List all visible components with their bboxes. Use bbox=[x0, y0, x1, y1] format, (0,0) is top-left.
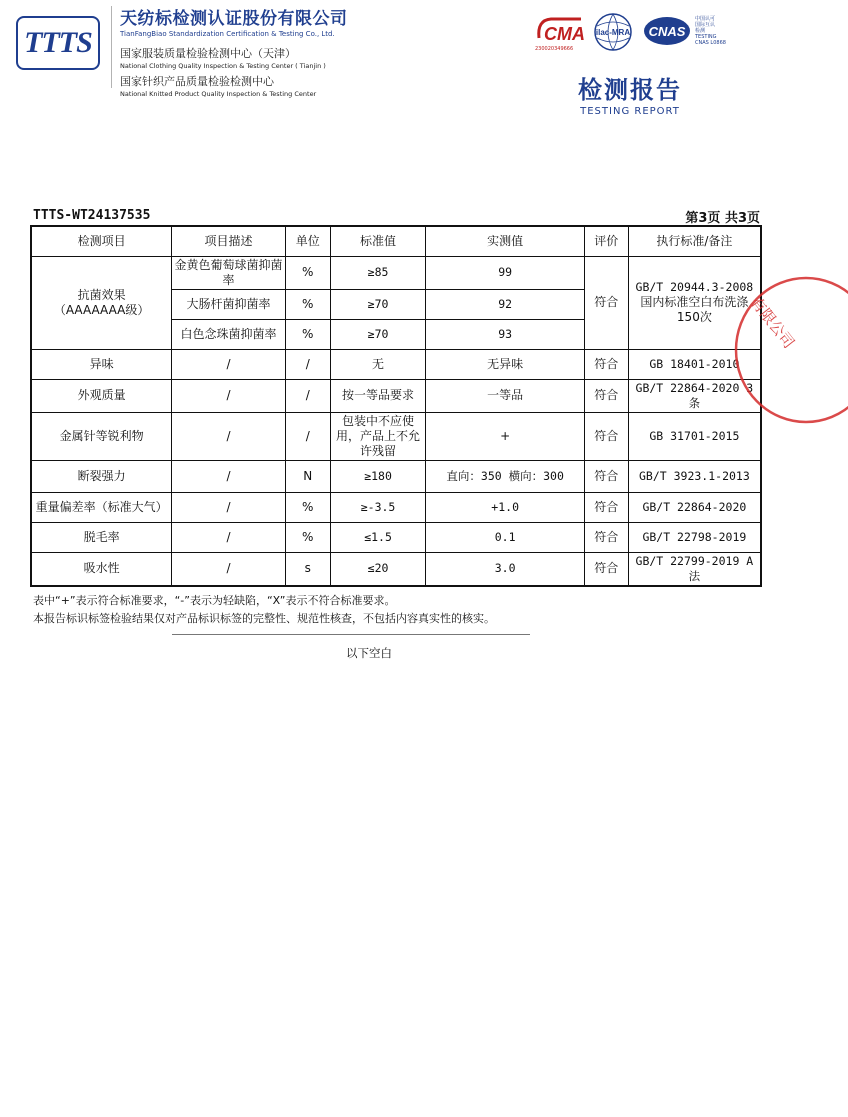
cell-std: ≤1.5 bbox=[330, 522, 426, 552]
cell-value: 无异味 bbox=[426, 349, 584, 379]
table-row bbox=[31, 349, 761, 379]
center-1-name-en: National Clothing Quality Inspection & Testing Center ( Tianjin ) bbox=[120, 62, 326, 70]
cell-eval: 符合 bbox=[584, 349, 628, 379]
cell-desc: 白色念珠菌抑菌率 bbox=[172, 319, 286, 349]
end-divider bbox=[172, 634, 530, 635]
header-unit: 单位 bbox=[285, 226, 330, 256]
report-title-en: TESTING REPORT bbox=[580, 106, 680, 117]
cell-value: 直向：350 横向：300 bbox=[426, 460, 584, 492]
cell-eval: 符合 bbox=[584, 379, 628, 412]
org-name-en: TianFangBiao Standardization Certification & Testing Co., Ltd. bbox=[120, 30, 335, 38]
seal-text: 有限公司 bbox=[746, 293, 798, 352]
cell-desc: / bbox=[172, 522, 286, 552]
header-test-item: 检测项目 bbox=[31, 226, 172, 256]
cell-item: 断裂强力 bbox=[31, 460, 172, 492]
cell-value: 0.1 bbox=[426, 522, 584, 552]
cell-std: ≥70 bbox=[330, 319, 426, 349]
note-legend: 表中“+”表示符合标准要求，“-”表示为轻缺陷，“X”表示不符合标准要求。 bbox=[33, 594, 396, 607]
organization-block bbox=[120, 4, 348, 98]
org-name-cn: 天纺标检测认证股份有限公司 bbox=[120, 9, 348, 29]
cell-eval: 符合 bbox=[584, 412, 628, 460]
cnas-logo-icon bbox=[643, 15, 691, 47]
cell-desc: 大肠杆菌抑菌率 bbox=[172, 289, 286, 319]
table-row-antibacterial-1 bbox=[31, 256, 761, 289]
company-logo bbox=[16, 16, 100, 70]
cell-unit: / bbox=[285, 412, 330, 460]
report-title-cn: 检测报告 bbox=[578, 76, 682, 104]
cell-item: 金属针等锐利物 bbox=[31, 412, 172, 460]
cell-standard: GB 18401-2010 bbox=[628, 349, 761, 379]
cell-desc: 金黄色葡萄球菌抑菌率 bbox=[172, 256, 286, 289]
cell-unit: % bbox=[285, 522, 330, 552]
cell-value: 92 bbox=[426, 289, 584, 319]
table-row bbox=[31, 460, 761, 492]
report-title bbox=[560, 70, 700, 117]
cell-standard: GB 31701-2015 bbox=[628, 412, 761, 460]
cnas-accreditation-text: 中国认可 国际互认 检测 TESTING CNAS L0868 bbox=[695, 16, 726, 46]
cma-logo-text: CMA bbox=[544, 24, 585, 44]
cell-std: ≥70 bbox=[330, 289, 426, 319]
cell-unit: % bbox=[285, 319, 330, 349]
cell-unit: / bbox=[285, 349, 330, 379]
ilac-mra-logo-icon bbox=[593, 12, 633, 52]
cell-eval: 符合 bbox=[584, 460, 628, 492]
cell-value: 93 bbox=[426, 319, 584, 349]
cell-std: 按一等品要求 bbox=[330, 379, 426, 412]
cell-value: 一等品 bbox=[426, 379, 584, 412]
cell-std: 无 bbox=[330, 349, 426, 379]
center-2 bbox=[120, 73, 348, 98]
cell-value: +1.0 bbox=[426, 492, 584, 522]
header-standard-value: 标准值 bbox=[330, 226, 426, 256]
cell-standard: GB/T 22864-2020 3条 bbox=[628, 379, 761, 412]
cell-eval: 符合 bbox=[584, 492, 628, 522]
cell-item: 异味 bbox=[31, 349, 172, 379]
center-1 bbox=[120, 45, 348, 70]
cell-desc: / bbox=[172, 492, 286, 522]
table-row bbox=[31, 552, 761, 586]
center-2-name-en: National Knitted Product Quality Inspection & Testing Center bbox=[120, 90, 317, 98]
cell-desc: / bbox=[172, 379, 286, 412]
center-2-name-cn: 国家针织产品质量检验检测中心 bbox=[120, 75, 274, 88]
cell-desc: / bbox=[172, 552, 286, 586]
logo-text: TTTS bbox=[24, 26, 92, 59]
cell-unit: % bbox=[285, 256, 330, 289]
header-measured-value: 实测值 bbox=[426, 226, 584, 256]
cell-unit: % bbox=[285, 289, 330, 319]
cell-desc: / bbox=[172, 349, 286, 379]
cell-item: 重量偏差率（标准大气） bbox=[31, 492, 172, 522]
cell-unit: N bbox=[285, 460, 330, 492]
cell-item: 脱毛率 bbox=[31, 522, 172, 552]
header-evaluation: 评价 bbox=[584, 226, 628, 256]
cell-standard-antibacterial bbox=[628, 256, 761, 349]
header-divider bbox=[111, 6, 112, 88]
antibacterial-standard: GB/T 20944.3-2008 bbox=[635, 280, 754, 294]
cell-value: 99 bbox=[426, 256, 584, 289]
cell-item: 外观质量 bbox=[31, 379, 172, 412]
cell-eval: 符合 bbox=[584, 552, 628, 586]
cell-eval: 符合 bbox=[584, 522, 628, 552]
table-row bbox=[31, 379, 761, 412]
cnas-logo-text: CNAS bbox=[648, 24, 686, 39]
cell-unit: % bbox=[285, 492, 330, 522]
header-standard-note: 执行标准/备注 bbox=[628, 226, 761, 256]
cell-unit: / bbox=[285, 379, 330, 412]
cell-std: ≥-3.5 bbox=[330, 492, 426, 522]
cell-desc: / bbox=[172, 412, 286, 460]
cell-std: ≥85 bbox=[330, 256, 426, 289]
cell-std: 包装中不应使用，产品上不允许残留 bbox=[330, 412, 426, 460]
cell-item: 吸水性 bbox=[31, 552, 172, 586]
cell-item-antibacterial bbox=[31, 256, 172, 349]
cell-standard: GB/T 22864-2020 bbox=[628, 492, 761, 522]
cell-eval-antibacterial: 符合 bbox=[584, 256, 628, 349]
cell-standard: GB/T 3923.1-2013 bbox=[628, 460, 761, 492]
table-header-row bbox=[31, 226, 761, 256]
certification-logos bbox=[535, 12, 745, 52]
cell-standard: GB/T 22798-2019 bbox=[628, 522, 761, 552]
header-description: 项目描述 bbox=[172, 226, 286, 256]
cell-std: ≥180 bbox=[330, 460, 426, 492]
cell-std: ≤20 bbox=[330, 552, 426, 586]
antibacterial-grade: （AAAAAAA级） bbox=[53, 302, 150, 317]
cell-desc: / bbox=[172, 460, 286, 492]
table-row bbox=[31, 522, 761, 552]
blank-below-text: 以下空白 bbox=[346, 646, 392, 660]
cma-number: 230020349666 bbox=[535, 46, 574, 52]
cell-standard: GB/T 22799-2019 A法 bbox=[628, 552, 761, 586]
antibacterial-item-label: 抗菌效果 bbox=[77, 287, 126, 302]
table-row bbox=[31, 492, 761, 522]
note-label-disclaimer: 本报告标识标签检验结果仅对产品标识标签的完整性、规范性核查，不包括内容真实性的核实。 bbox=[33, 612, 495, 625]
cma-logo-icon bbox=[535, 14, 585, 48]
results-table bbox=[30, 225, 762, 587]
antibacterial-note: 国内标准空白布洗涤150次 bbox=[640, 295, 749, 324]
cell-value: 3.0 bbox=[426, 552, 584, 586]
cell-unit: s bbox=[285, 552, 330, 586]
table-row bbox=[31, 412, 761, 460]
cell-value: + bbox=[426, 412, 584, 460]
report-number: TTTS-WT24137535 bbox=[33, 208, 151, 223]
ilac-logo-text: ilac-MRA bbox=[595, 28, 631, 37]
notes bbox=[33, 592, 495, 628]
center-1-name-cn: 国家服装质量检验检测中心（天津） bbox=[120, 47, 296, 60]
page-indicator: 第3页 共3页 bbox=[685, 211, 760, 226]
